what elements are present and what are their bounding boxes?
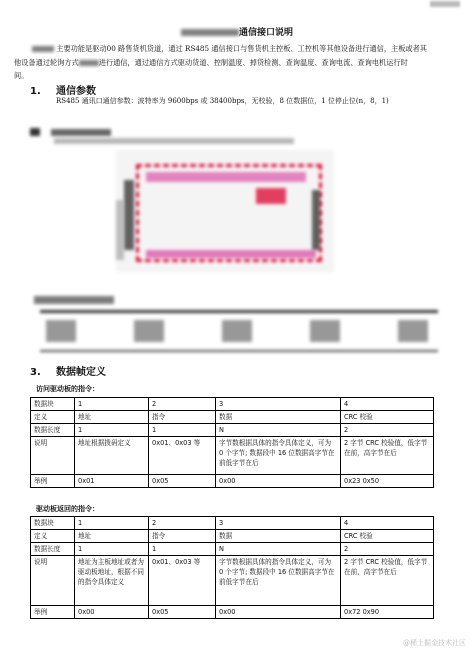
redacted-table-body bbox=[46, 320, 432, 342]
section-1-text: RS485 通讯口通信参数：波特率为 9600bps 或 38400bps，无校验，8 位数据位，1 位停止位(n，8，1) bbox=[56, 97, 389, 105]
table-row: 数据长度 1 1 N 2 bbox=[31, 543, 434, 556]
section-1-heading: 1. 通信参数 bbox=[30, 86, 96, 97]
table-row: 定义 地址 指令 数据 CRC 校验 bbox=[31, 411, 434, 424]
table-2-caption: 驱动板返回的指令： bbox=[36, 505, 99, 513]
table-row: 说明 地址为主板地址或者为驱动板地址，根据不同的指令具体定义 0x01、0x03 等 字节数根据具体的指令具体定义，可为 0 个字节; 数据段中 16 位数据高字节在前低字节在后 2 字节 CRC 校验值，低字节在前，高字节在后 bbox=[31, 556, 434, 606]
redacted-product-name bbox=[181, 29, 239, 36]
request-frame-table bbox=[30, 397, 434, 488]
redacted-name-1 bbox=[32, 46, 54, 52]
table-row: 举例 0x01 0x05 0x00 0x23 0x50 bbox=[31, 475, 434, 488]
redacted-section-2-heading bbox=[30, 121, 120, 130]
header-strip bbox=[430, 0, 460, 8]
redacted-wiring-figure bbox=[116, 150, 334, 272]
redacted-table-caption bbox=[34, 296, 114, 304]
table-1-caption: 访问驱动板的指令： bbox=[36, 385, 99, 393]
table-row: 定义 地址 指令 数据 CRC 校验 bbox=[31, 530, 434, 543]
doc-title: 通信接口说明 bbox=[0, 25, 474, 38]
section-3-heading: 3. 数据帧定义 bbox=[30, 367, 106, 378]
redacted-table-rule-top bbox=[40, 310, 438, 313]
intro-paragraph: 主要功能是驱动00 路售货机货道，通过 RS485 通信接口与售货机主控板、工控机等其他设备进行通信，主板或者其 他设备通过轮询方式 进行通信，通过通信方式驱动货道、控制温度、掉货检测、查询温度、查询电流、查询电机运行时 间。 bbox=[14, 44, 427, 80]
redacted-table-rule-bottom bbox=[40, 350, 438, 352]
redacted-name-2 bbox=[79, 60, 99, 66]
watermark: @稀土掘金技术社区 bbox=[403, 639, 466, 647]
table-row: 数据块 1 2 3 4 bbox=[31, 517, 434, 530]
table-row: 数据长度 1 1 N 2 bbox=[31, 424, 434, 437]
table-row: 数据块 1 2 3 4 bbox=[31, 398, 434, 411]
table-row: 举例 0x00 0x05 0x00 0x72 0x90 bbox=[31, 606, 434, 619]
redacted-section-2-text bbox=[54, 138, 294, 144]
response-frame-table bbox=[30, 516, 434, 619]
table-row: 说明 地址根据拨码定义 0x01、0x03 等 字节数根据具体的指令具体定义，可为 0 个字节; 数据段中 16 位数据高字节在前低字节在后 2 字节 CRC 校验值，低字节在前，高字节在后 bbox=[31, 437, 434, 475]
